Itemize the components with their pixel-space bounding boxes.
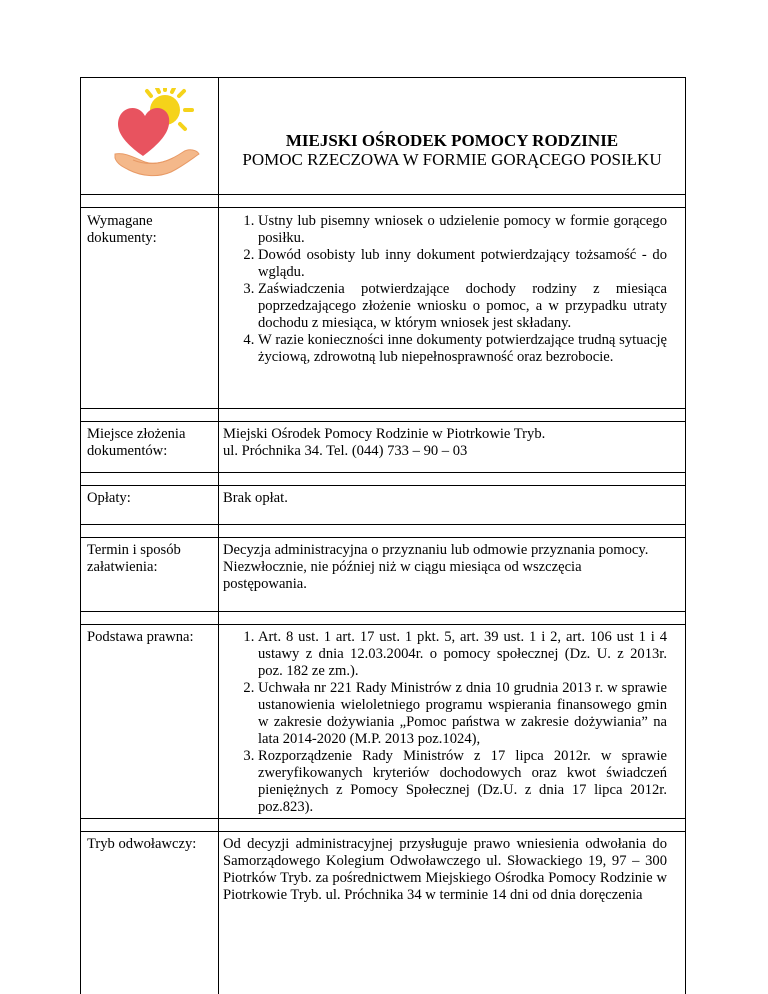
term-line-1: Decyzja administracyjna o przyznaniu lub odmowie przyznania pomocy. (223, 542, 649, 558)
term-label: Termin i sposób załatwienia: (87, 542, 181, 575)
documents-label: Wymagane dokumenty: (87, 213, 157, 246)
term-content (223, 542, 667, 593)
legal-list (223, 629, 667, 816)
legal-list-container (223, 629, 667, 816)
fees-text: Brak opłat. (223, 490, 288, 506)
list-item: 4. W razie konieczności inne dokumenty potwierdzające trudną sytuację życiową, zdrowotną lub niepełnosprawność oraz bezrobocie. (258, 332, 667, 366)
heart-icon (118, 108, 169, 156)
list-item: 2. Uchwała nr 221 Rady Ministrów z dnia 10 grudnia 2013 r. w sprawie ustanowienia wieloletniego programu wspierania finansowego gmin w zakresie dożywiania „Pomoc państwa w zakresie dożywiania” na lata 2014-2020 (M.P. 2013 poz.1024), (258, 680, 667, 748)
place-label: Miejsce złożenia dokumentów: (87, 426, 186, 459)
term-line-2: Niezwłocznie, nie później niż w ciągu miesiąca od wszczęcia postępowania. (223, 559, 582, 592)
appeal-label: Tryb odwoławczy: (87, 836, 197, 852)
fees-label: Opłaty: (87, 490, 131, 506)
logo-image (113, 88, 203, 182)
place-line-1: Miejski Ośrodek Pomocy Rodzinie w Piotrkowie Tryb. (223, 426, 546, 442)
list-item: 3. Zaświadczenia potwierdzające dochody rodziny z miesiąca poprzedzającego złożenie wniosku o pomoc, a w przypadku utraty dochodu z miesiąca, w którym wniosek jest składany. (258, 281, 667, 332)
list-item: 1. Ustny lub pisemny wniosek o udzielenie pomocy w formie gorącego posiłku. (258, 213, 667, 247)
list-item: 1. Art. 8 ust. 1 art. 17 ust. 1 pkt. 5, art. 39 ust. 1 i 2, art. 106 ust 1 i 4 ustawy z dnia 12.03.2004r. o pomocy społecznej (Dz. U. z 2013r. poz. 182 ze zm.). (258, 629, 667, 680)
place-line-2: ul. Próchnika 34. Tel. (044) 733 – 90 – 03 (223, 443, 468, 459)
appeal-text: Od decyzji administracyjnej przysługuje prawo wniesienia odwołania do Samorządowego Kolegium Odwoławczego ul. Słowackiego 19, 97 – 300 Piotrków Tryb. za pośrednictwem Miejskiego Ośrodka Pomocy Rodzinie w Piotrkowie Tryb. ul. Próchnika 34 w terminie 14 dni od dnia doręczenia (223, 836, 667, 903)
documents-list (223, 213, 667, 366)
list-item: 2. Dowód osobisty lub inny dokument potwierdzający tożsamość - do wglądu. (258, 247, 667, 281)
place-content (223, 426, 667, 460)
documents-list-container (223, 213, 667, 366)
legal-label: Podstawa prawna: (87, 629, 194, 645)
page-title: MIEJSKI OŚRODEK POMOCY RODZINIE (285, 131, 619, 150)
page-subtitle: POMOC RZECZOWA W FORMIE GORĄCEGO POSIŁKU (242, 150, 662, 169)
list-item: 3. Rozporządzenie Rady Ministrów z 17 lipca 2012r. w sprawie zweryfikowanych kryteriów dochodowych oraz kwot świadczeń pieniężnych z Pomocy Społecznej (Dz.U. z dnia 17 lipca 2012r. poz.823). (258, 748, 667, 816)
